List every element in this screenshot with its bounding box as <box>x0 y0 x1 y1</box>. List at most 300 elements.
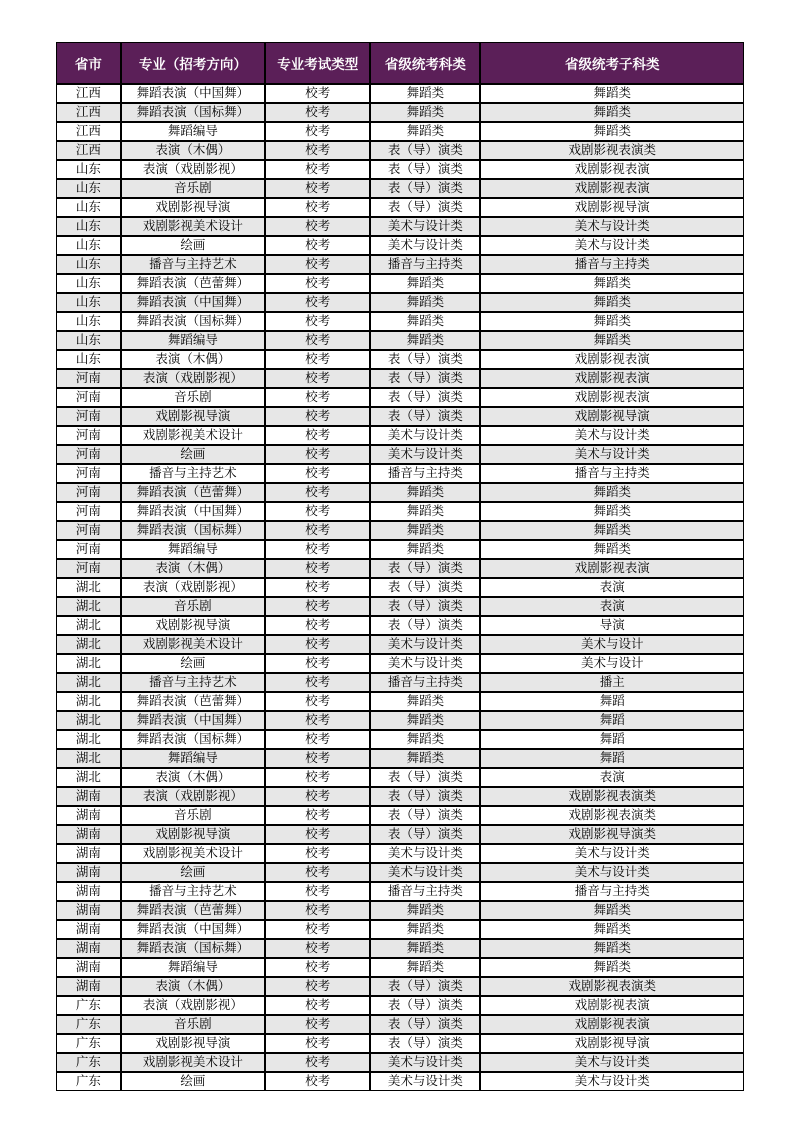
cell-major: 舞蹈编导 <box>121 749 265 768</box>
cell-subcategory: 播音与主持类 <box>480 464 744 483</box>
cell-major: 播音与主持艺术 <box>121 464 265 483</box>
cell-province: 湖北 <box>56 692 121 711</box>
cell-major: 戏剧影视导演 <box>121 407 265 426</box>
table-row <box>56 635 744 654</box>
cell-category: 表（导）演类 <box>370 198 480 217</box>
cell-exam-type: 校考 <box>265 1015 370 1034</box>
cell-exam-type: 校考 <box>265 882 370 901</box>
cell-province: 河南 <box>56 559 121 578</box>
cell-province: 河南 <box>56 426 121 445</box>
cell-major: 舞蹈表演（中国舞） <box>121 293 265 312</box>
cell-category: 舞蹈类 <box>370 274 480 293</box>
cell-exam-type: 校考 <box>265 521 370 540</box>
table-header-row <box>56 42 744 84</box>
cell-exam-type: 校考 <box>265 540 370 559</box>
cell-exam-type: 校考 <box>265 236 370 255</box>
table-row <box>56 920 744 939</box>
cell-category: 表（导）演类 <box>370 179 480 198</box>
cell-subcategory: 舞蹈类 <box>480 958 744 977</box>
header-cell-exam-type: 专业考试类型 <box>265 42 370 84</box>
cell-major: 戏剧影视美术设计 <box>121 1053 265 1072</box>
cell-province: 山东 <box>56 274 121 293</box>
cell-major: 表演（戏剧影视） <box>121 369 265 388</box>
cell-major: 音乐剧 <box>121 597 265 616</box>
cell-subcategory: 戏剧影视表演 <box>480 369 744 388</box>
cell-category: 表（导）演类 <box>370 578 480 597</box>
cell-major: 音乐剧 <box>121 1015 265 1034</box>
cell-subcategory: 美术与设计类 <box>480 844 744 863</box>
cell-subcategory: 美术与设计类 <box>480 217 744 236</box>
cell-major: 表演（戏剧影视） <box>121 996 265 1015</box>
cell-province: 河南 <box>56 407 121 426</box>
cell-category: 表（导）演类 <box>370 768 480 787</box>
cell-subcategory: 播音与主持类 <box>480 882 744 901</box>
table-row <box>56 217 744 236</box>
cell-exam-type: 校考 <box>265 331 370 350</box>
table-row <box>56 958 744 977</box>
cell-subcategory: 美术与设计类 <box>480 1072 744 1091</box>
cell-major: 绘画 <box>121 236 265 255</box>
cell-exam-type: 校考 <box>265 673 370 692</box>
cell-province: 湖南 <box>56 882 121 901</box>
table-row <box>56 407 744 426</box>
table-row <box>56 369 744 388</box>
cell-major: 戏剧影视导演 <box>121 616 265 635</box>
cell-exam-type: 校考 <box>265 920 370 939</box>
cell-major: 戏剧影视美术设计 <box>121 635 265 654</box>
cell-exam-type: 校考 <box>265 559 370 578</box>
cell-province: 湖北 <box>56 578 121 597</box>
cell-exam-type: 校考 <box>265 711 370 730</box>
cell-subcategory: 表演 <box>480 578 744 597</box>
cell-province: 山东 <box>56 179 121 198</box>
cell-province: 山东 <box>56 312 121 331</box>
cell-subcategory: 美术与设计类 <box>480 236 744 255</box>
table-row <box>56 312 744 331</box>
cell-subcategory: 播主 <box>480 673 744 692</box>
cell-province: 湖北 <box>56 635 121 654</box>
cell-province: 山东 <box>56 293 121 312</box>
table-row <box>56 1034 744 1053</box>
cell-exam-type: 校考 <box>265 996 370 1015</box>
cell-category: 舞蹈类 <box>370 692 480 711</box>
table-row <box>56 84 744 103</box>
cell-province: 广东 <box>56 996 121 1015</box>
cell-subcategory: 舞蹈类 <box>480 103 744 122</box>
table-row <box>56 901 744 920</box>
cell-category: 美术与设计类 <box>370 445 480 464</box>
cell-subcategory: 舞蹈 <box>480 711 744 730</box>
cell-category: 播音与主持类 <box>370 673 480 692</box>
cell-exam-type: 校考 <box>265 388 370 407</box>
table-row <box>56 939 744 958</box>
table-row <box>56 350 744 369</box>
cell-major: 舞蹈表演（国标舞） <box>121 103 265 122</box>
cell-exam-type: 校考 <box>265 122 370 141</box>
cell-exam-type: 校考 <box>265 369 370 388</box>
cell-exam-type: 校考 <box>265 160 370 179</box>
cell-category: 舞蹈类 <box>370 331 480 350</box>
cell-province: 湖北 <box>56 597 121 616</box>
cell-major: 舞蹈表演（芭蕾舞） <box>121 901 265 920</box>
cell-major: 舞蹈表演（国标舞） <box>121 312 265 331</box>
cell-category: 表（导）演类 <box>370 407 480 426</box>
table-row <box>56 255 744 274</box>
cell-province: 湖南 <box>56 863 121 882</box>
cell-major: 舞蹈表演（中国舞） <box>121 502 265 521</box>
cell-major: 戏剧影视美术设计 <box>121 217 265 236</box>
cell-category: 表（导）演类 <box>370 369 480 388</box>
table-row <box>56 445 744 464</box>
cell-category: 舞蹈类 <box>370 521 480 540</box>
cell-exam-type: 校考 <box>265 1072 370 1091</box>
table-row <box>56 274 744 293</box>
cell-exam-type: 校考 <box>265 597 370 616</box>
table-row <box>56 825 744 844</box>
cell-major: 戏剧影视美术设计 <box>121 426 265 445</box>
cell-exam-type: 校考 <box>265 464 370 483</box>
cell-major: 播音与主持艺术 <box>121 673 265 692</box>
cell-major: 舞蹈表演（国标舞） <box>121 521 265 540</box>
cell-province: 湖南 <box>56 787 121 806</box>
table-row <box>56 768 744 787</box>
table-row <box>56 559 744 578</box>
cell-exam-type: 校考 <box>265 692 370 711</box>
table-row <box>56 654 744 673</box>
table-row <box>56 160 744 179</box>
table-row <box>56 1015 744 1034</box>
table-row <box>56 1053 744 1072</box>
cell-exam-type: 校考 <box>265 844 370 863</box>
table-row <box>56 996 744 1015</box>
cell-province: 山东 <box>56 198 121 217</box>
cell-province: 河南 <box>56 483 121 502</box>
cell-category: 表（导）演类 <box>370 141 480 160</box>
cell-category: 舞蹈类 <box>370 730 480 749</box>
cell-exam-type: 校考 <box>265 502 370 521</box>
cell-category: 美术与设计类 <box>370 635 480 654</box>
cell-province: 江西 <box>56 103 121 122</box>
cell-major: 表演（戏剧影视） <box>121 160 265 179</box>
cell-category: 表（导）演类 <box>370 160 480 179</box>
cell-category: 舞蹈类 <box>370 483 480 502</box>
cell-category: 表（导）演类 <box>370 977 480 996</box>
cell-major: 绘画 <box>121 1072 265 1091</box>
cell-category: 舞蹈类 <box>370 540 480 559</box>
cell-subcategory: 表演 <box>480 597 744 616</box>
cell-major: 绘画 <box>121 654 265 673</box>
cell-major: 舞蹈编导 <box>121 958 265 977</box>
cell-exam-type: 校考 <box>265 806 370 825</box>
cell-major: 播音与主持艺术 <box>121 882 265 901</box>
table-row <box>56 863 744 882</box>
cell-subcategory: 舞蹈类 <box>480 84 744 103</box>
table-row <box>56 388 744 407</box>
table-row <box>56 616 744 635</box>
cell-province: 江西 <box>56 122 121 141</box>
cell-subcategory: 戏剧影视表演类 <box>480 806 744 825</box>
cell-exam-type: 校考 <box>265 426 370 445</box>
cell-subcategory: 舞蹈类 <box>480 521 744 540</box>
table-row <box>56 483 744 502</box>
cell-subcategory: 戏剧影视表演 <box>480 179 744 198</box>
cell-subcategory: 导演 <box>480 616 744 635</box>
cell-subcategory: 戏剧影视表演 <box>480 388 744 407</box>
cell-exam-type: 校考 <box>265 141 370 160</box>
cell-major: 舞蹈表演（芭蕾舞） <box>121 483 265 502</box>
cell-category: 美术与设计类 <box>370 426 480 445</box>
cell-category: 表（导）演类 <box>370 806 480 825</box>
cell-category: 表（导）演类 <box>370 1015 480 1034</box>
cell-subcategory: 美术与设计类 <box>480 426 744 445</box>
table-row <box>56 806 744 825</box>
cell-exam-type: 校考 <box>265 1034 370 1053</box>
cell-category: 播音与主持类 <box>370 882 480 901</box>
cell-exam-type: 校考 <box>265 255 370 274</box>
cell-province: 江西 <box>56 84 121 103</box>
cell-province: 河南 <box>56 502 121 521</box>
cell-category: 舞蹈类 <box>370 749 480 768</box>
cell-province: 河南 <box>56 464 121 483</box>
cell-category: 舞蹈类 <box>370 958 480 977</box>
cell-province: 湖南 <box>56 939 121 958</box>
cell-subcategory: 戏剧影视表演 <box>480 996 744 1015</box>
cell-major: 绘画 <box>121 445 265 464</box>
cell-exam-type: 校考 <box>265 445 370 464</box>
cell-category: 美术与设计类 <box>370 654 480 673</box>
cell-major: 戏剧影视导演 <box>121 1034 265 1053</box>
cell-province: 湖北 <box>56 711 121 730</box>
admissions-exam-table <box>56 42 744 1091</box>
cell-category: 美术与设计类 <box>370 217 480 236</box>
cell-subcategory: 舞蹈 <box>480 730 744 749</box>
table-row <box>56 236 744 255</box>
table-row <box>56 426 744 445</box>
table-row <box>56 141 744 160</box>
table-row <box>56 977 744 996</box>
cell-province: 山东 <box>56 236 121 255</box>
cell-province: 湖南 <box>56 806 121 825</box>
cell-major: 音乐剧 <box>121 179 265 198</box>
cell-major: 舞蹈表演（中国舞） <box>121 84 265 103</box>
cell-exam-type: 校考 <box>265 198 370 217</box>
cell-category: 舞蹈类 <box>370 939 480 958</box>
cell-province: 湖南 <box>56 958 121 977</box>
cell-subcategory: 戏剧影视表演 <box>480 350 744 369</box>
cell-category: 美术与设计类 <box>370 236 480 255</box>
table-row <box>56 293 744 312</box>
cell-exam-type: 校考 <box>265 787 370 806</box>
table-row <box>56 597 744 616</box>
cell-subcategory: 舞蹈 <box>480 692 744 711</box>
cell-exam-type: 校考 <box>265 768 370 787</box>
cell-category: 美术与设计类 <box>370 1053 480 1072</box>
cell-category: 舞蹈类 <box>370 84 480 103</box>
cell-major: 舞蹈编导 <box>121 122 265 141</box>
cell-subcategory: 舞蹈类 <box>480 540 744 559</box>
cell-subcategory: 美术与设计类 <box>480 445 744 464</box>
cell-category: 表（导）演类 <box>370 787 480 806</box>
cell-province: 广东 <box>56 1053 121 1072</box>
cell-subcategory: 舞蹈类 <box>480 122 744 141</box>
cell-major: 表演（木偶） <box>121 559 265 578</box>
cell-province: 河南 <box>56 521 121 540</box>
cell-exam-type: 校考 <box>265 217 370 236</box>
table-row <box>56 844 744 863</box>
cell-major: 音乐剧 <box>121 806 265 825</box>
cell-province: 河南 <box>56 369 121 388</box>
cell-subcategory: 戏剧影视表演 <box>480 559 744 578</box>
cell-exam-type: 校考 <box>265 407 370 426</box>
cell-exam-type: 校考 <box>265 103 370 122</box>
cell-category: 美术与设计类 <box>370 863 480 882</box>
cell-subcategory: 舞蹈 <box>480 749 744 768</box>
cell-exam-type: 校考 <box>265 977 370 996</box>
table-row <box>56 673 744 692</box>
cell-province: 河南 <box>56 388 121 407</box>
cell-province: 湖南 <box>56 977 121 996</box>
cell-category: 表（导）演类 <box>370 616 480 635</box>
table-row <box>56 882 744 901</box>
cell-subcategory: 戏剧影视导演 <box>480 407 744 426</box>
cell-major: 舞蹈表演（中国舞） <box>121 711 265 730</box>
cell-province: 河南 <box>56 445 121 464</box>
cell-exam-type: 校考 <box>265 654 370 673</box>
cell-province: 江西 <box>56 141 121 160</box>
cell-exam-type: 校考 <box>265 293 370 312</box>
cell-major: 舞蹈表演（国标舞） <box>121 939 265 958</box>
cell-exam-type: 校考 <box>265 825 370 844</box>
cell-subcategory: 美术与设计 <box>480 635 744 654</box>
cell-province: 湖北 <box>56 730 121 749</box>
cell-subcategory: 舞蹈类 <box>480 502 744 521</box>
cell-province: 湖北 <box>56 673 121 692</box>
cell-subcategory: 戏剧影视表演 <box>480 160 744 179</box>
cell-province: 湖北 <box>56 616 121 635</box>
table-row <box>56 331 744 350</box>
cell-major: 舞蹈编导 <box>121 540 265 559</box>
cell-category: 表（导）演类 <box>370 559 480 578</box>
cell-subcategory: 舞蹈类 <box>480 312 744 331</box>
cell-major: 绘画 <box>121 863 265 882</box>
cell-category: 舞蹈类 <box>370 103 480 122</box>
cell-major: 表演（木偶） <box>121 141 265 160</box>
cell-subcategory: 表演 <box>480 768 744 787</box>
cell-major: 舞蹈表演（中国舞） <box>121 920 265 939</box>
table-row <box>56 521 744 540</box>
cell-subcategory: 舞蹈类 <box>480 920 744 939</box>
cell-category: 表（导）演类 <box>370 597 480 616</box>
cell-major: 舞蹈表演（芭蕾舞） <box>121 692 265 711</box>
header-cell-category: 省级统考科类 <box>370 42 480 84</box>
table-row <box>56 730 744 749</box>
cell-category: 播音与主持类 <box>370 255 480 274</box>
cell-major: 表演（戏剧影视） <box>121 787 265 806</box>
cell-category: 舞蹈类 <box>370 312 480 331</box>
cell-exam-type: 校考 <box>265 730 370 749</box>
cell-category: 表（导）演类 <box>370 350 480 369</box>
cell-province: 山东 <box>56 331 121 350</box>
cell-exam-type: 校考 <box>265 483 370 502</box>
cell-major: 表演（木偶） <box>121 768 265 787</box>
cell-subcategory: 播音与主持类 <box>480 255 744 274</box>
cell-exam-type: 校考 <box>265 350 370 369</box>
cell-province: 广东 <box>56 1072 121 1091</box>
cell-major: 表演（木偶） <box>121 350 265 369</box>
cell-province: 山东 <box>56 350 121 369</box>
cell-subcategory: 戏剧影视导演类 <box>480 825 744 844</box>
cell-subcategory: 舞蹈类 <box>480 483 744 502</box>
cell-subcategory: 戏剧影视表演 <box>480 1015 744 1034</box>
cell-province: 广东 <box>56 1015 121 1034</box>
cell-exam-type: 校考 <box>265 578 370 597</box>
cell-exam-type: 校考 <box>265 179 370 198</box>
cell-major: 表演（戏剧影视） <box>121 578 265 597</box>
cell-province: 湖南 <box>56 844 121 863</box>
cell-subcategory: 舞蹈类 <box>480 274 744 293</box>
cell-category: 舞蹈类 <box>370 502 480 521</box>
cell-province: 山东 <box>56 217 121 236</box>
cell-exam-type: 校考 <box>265 901 370 920</box>
cell-exam-type: 校考 <box>265 749 370 768</box>
cell-province: 湖北 <box>56 768 121 787</box>
cell-province: 山东 <box>56 160 121 179</box>
cell-exam-type: 校考 <box>265 635 370 654</box>
cell-subcategory: 美术与设计类 <box>480 1053 744 1072</box>
cell-exam-type: 校考 <box>265 1053 370 1072</box>
cell-exam-type: 校考 <box>265 939 370 958</box>
cell-exam-type: 校考 <box>265 616 370 635</box>
header-cell-province: 省市 <box>56 42 121 84</box>
cell-exam-type: 校考 <box>265 863 370 882</box>
cell-major: 舞蹈表演（国标舞） <box>121 730 265 749</box>
cell-exam-type: 校考 <box>265 84 370 103</box>
cell-subcategory: 戏剧影视表演类 <box>480 977 744 996</box>
cell-exam-type: 校考 <box>265 958 370 977</box>
table-body <box>56 84 744 1091</box>
table-row <box>56 464 744 483</box>
cell-subcategory: 戏剧影视表演类 <box>480 141 744 160</box>
cell-subcategory: 戏剧影视导演 <box>480 198 744 217</box>
table-row <box>56 749 744 768</box>
cell-major: 舞蹈表演（芭蕾舞） <box>121 274 265 293</box>
table-row <box>56 502 744 521</box>
cell-category: 表（导）演类 <box>370 825 480 844</box>
cell-subcategory: 舞蹈类 <box>480 331 744 350</box>
cell-subcategory: 戏剧影视导演 <box>480 1034 744 1053</box>
cell-subcategory: 舞蹈类 <box>480 293 744 312</box>
cell-major: 戏剧影视导演 <box>121 198 265 217</box>
table-row <box>56 1072 744 1091</box>
header-cell-major: 专业（招考方向） <box>121 42 265 84</box>
cell-category: 播音与主持类 <box>370 464 480 483</box>
cell-major: 舞蹈编导 <box>121 331 265 350</box>
cell-category: 舞蹈类 <box>370 711 480 730</box>
cell-subcategory: 舞蹈类 <box>480 939 744 958</box>
cell-province: 山东 <box>56 255 121 274</box>
table-row <box>56 692 744 711</box>
header-cell-subcategory: 省级统考子科类 <box>480 42 744 84</box>
table-row <box>56 578 744 597</box>
cell-category: 美术与设计类 <box>370 844 480 863</box>
cell-category: 表（导）演类 <box>370 996 480 1015</box>
table-row <box>56 103 744 122</box>
cell-category: 表（导）演类 <box>370 1034 480 1053</box>
cell-category: 舞蹈类 <box>370 122 480 141</box>
cell-major: 音乐剧 <box>121 388 265 407</box>
cell-category: 舞蹈类 <box>370 901 480 920</box>
cell-province: 湖南 <box>56 920 121 939</box>
